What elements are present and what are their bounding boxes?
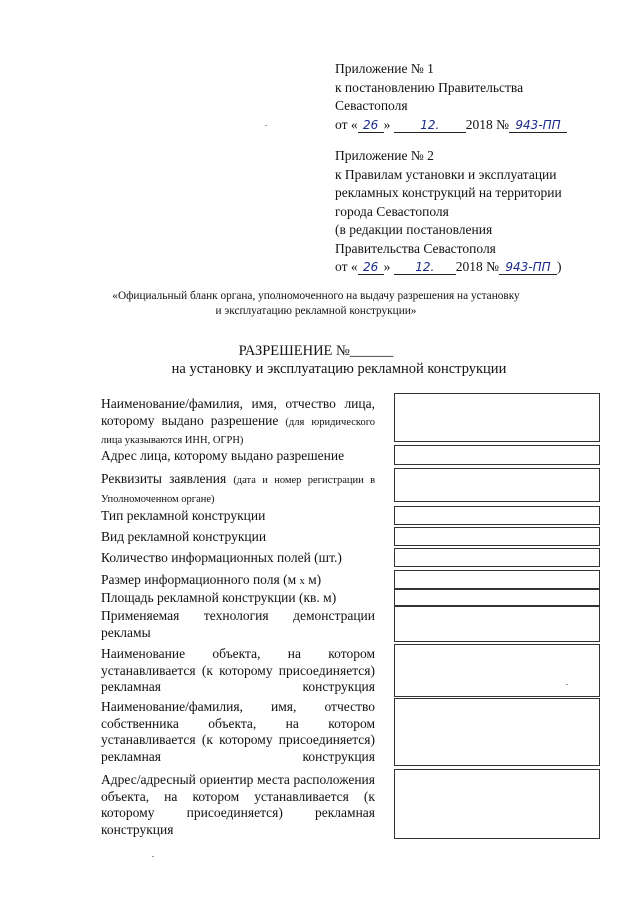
field-7-input-box[interactable] (394, 570, 600, 589)
field-1-input-box[interactable] (394, 393, 600, 442)
appendix-2-line3: рекламных конструкций на территории (335, 185, 562, 200)
date-prefix: от « (335, 116, 358, 132)
scan-speck (152, 856, 154, 857)
date-prefix: от « (335, 259, 358, 274)
date-mid: » (383, 259, 391, 274)
field-7-x: х (299, 576, 305, 587)
appendix-1-line2: к постановлению Правительства (335, 79, 524, 95)
date-year: 2018 № (465, 116, 509, 132)
field-4-label: Тип рекламной конструкции (101, 508, 266, 523)
appendix-2-block (335, 147, 562, 277)
field-11-label: Наименование/фамилия, имя, отчество собственника объекта, на котором устанавливается (к которому присоединяется) рекламная конструкция (101, 699, 375, 764)
appendix-2-line5: (в редакции постановления (335, 222, 493, 237)
scan-speck (265, 125, 267, 126)
blank-note-line2: и эксплуатацию рекламной конструкции» (215, 305, 417, 317)
field-12-label: Адрес/адресный ориентир места расположения объекта, на котором устанавливается (к которому присоединяется) рекламная конструкция (101, 772, 375, 837)
field-7-text-a: Размер информационного поля (м (101, 572, 297, 587)
field-6-label: Количество информационных полей (шт.) (101, 550, 342, 565)
appendix-2-line6: Правительства Севастополя (335, 240, 496, 256)
field-7-label (101, 572, 375, 591)
field-6-input-box[interactable] (394, 548, 600, 567)
handwritten-number: 943-ПП (509, 118, 567, 133)
field-5-input-box[interactable] (394, 527, 600, 546)
appendix-1-date-line (335, 116, 567, 135)
appendix-2-line2: к Правилам установки и эксплуатации (335, 166, 557, 182)
handwritten-month: 12. (394, 260, 456, 275)
field-3-note: (дата и номер регистрации в Уполномоченном органе) (101, 475, 376, 505)
field-1-main: Наименование/фамилия, имя, отчество лица, которому выдано разрешение (101, 396, 375, 428)
field-8-label: Площадь рекламной конструкции (кв. м) (101, 590, 337, 605)
field-4-input-box[interactable] (394, 506, 600, 525)
closing-paren: ) (557, 259, 562, 274)
handwritten-month: 12. (394, 118, 466, 133)
date-year: 2018 № (455, 259, 499, 274)
appendix-1-block (335, 60, 567, 134)
appendix-1-line3: Севастополя (335, 98, 408, 113)
appendix-2-line4: города Севастополя (335, 203, 449, 219)
permit-subtitle: на установку и эксплуатацию рекламной конструкции (171, 361, 507, 377)
blank-note-line1: «Официальный бланк органа, уполномоченного на выдачу разрешения на установку (112, 290, 520, 302)
field-12-input-box[interactable] (394, 769, 600, 839)
field-1-note-b: юридического лица указываются ИНН, ОГРН) (101, 416, 376, 446)
handwritten-day: 26 (358, 260, 384, 275)
field-10-label: Наименование объекта, на котором устанавливается (к которому присоединяется) рекламная конструкция (101, 646, 375, 694)
field-2-input-box[interactable] (394, 445, 600, 465)
appendix-1-heading: Приложение № 1 (335, 61, 434, 76)
field-2-label: Адрес лица, которому выдано разрешение (101, 448, 345, 463)
official-blank-note (0, 289, 632, 319)
field-11-input-box[interactable] (394, 698, 600, 766)
appendix-2-date-line (335, 258, 562, 277)
field-3-label (101, 471, 375, 508)
field-8-input-box[interactable] (394, 589, 600, 606)
field-5-label: Вид рекламной конструкции (101, 529, 267, 544)
field-9-label: Применяемая технология демонстрации рекламы (101, 608, 375, 640)
date-mid: » (383, 116, 391, 132)
permit-title: РАЗРЕШЕНИЕ №______ (238, 343, 394, 359)
appendix-2-heading: Приложение № 2 (335, 148, 434, 163)
field-1-label (101, 396, 375, 450)
scan-speck (566, 684, 568, 685)
field-3-main: Реквизиты заявления (101, 471, 227, 486)
field-10-input-box[interactable] (394, 644, 600, 697)
handwritten-day: 26 (358, 118, 384, 133)
field-9-input-box[interactable] (394, 606, 600, 642)
field-7-text-b: м) (308, 572, 322, 587)
handwritten-number: 943-ПП (499, 260, 557, 275)
field-1-note-a: (для (285, 416, 305, 428)
field-3-input-box[interactable] (394, 468, 600, 502)
